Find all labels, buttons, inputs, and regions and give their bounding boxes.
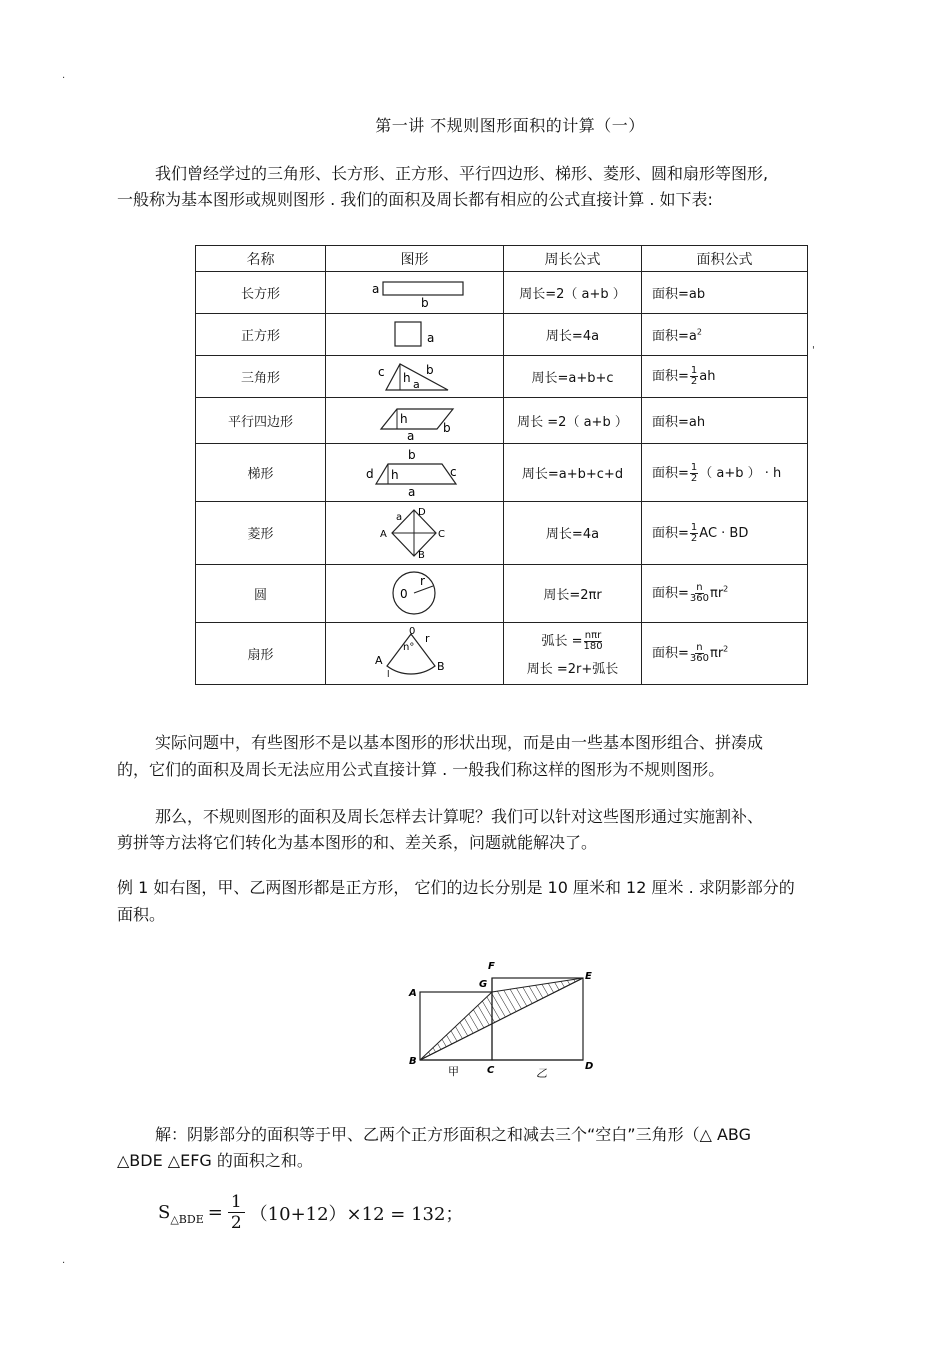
label-A: A — [374, 654, 383, 668]
label-o: 0 — [408, 626, 415, 638]
label-h: h — [399, 411, 408, 426]
triangle-figure — [370, 358, 460, 394]
label-b: b — [407, 447, 416, 462]
area-formula — [642, 564, 808, 622]
solution-line-1: 解：阴影部分的面积等于甲、乙两个正方形面积之和减去三个“空白”三角形（△ ABG — [155, 1125, 752, 1144]
area-exponent: 2 — [723, 644, 729, 654]
label-c: c — [449, 464, 457, 479]
fraction — [690, 463, 698, 484]
label-a: a — [426, 331, 434, 346]
label-h: h — [402, 371, 411, 386]
fraction-den: 360 — [689, 653, 709, 665]
label-D: D — [585, 1061, 594, 1072]
label-C: C — [487, 1065, 495, 1076]
area-formula — [642, 355, 808, 397]
area-text: 面积= — [652, 465, 689, 481]
area-formula: 面积=ah — [642, 397, 808, 444]
rhombus-figure — [370, 506, 460, 560]
area-suffix: （ a+b ） · h — [699, 465, 782, 481]
fraction-num: n — [696, 582, 703, 594]
figure-cell — [326, 502, 504, 564]
table-mark: ' — [812, 345, 815, 356]
label-a: a — [407, 484, 415, 498]
perimeter-formula — [504, 622, 642, 684]
example-line-1: 例 1 如右图，甲、乙两图形都是正方形， 它们的边长分别是 10 厘米和 12 厘米 . 求阴影部分的 — [117, 878, 795, 897]
square-figure — [375, 316, 455, 352]
shape-name: 圆 — [196, 564, 326, 622]
rectangle-figure — [355, 274, 475, 310]
label-A: A — [409, 988, 417, 999]
table-row — [196, 444, 808, 502]
page-title: 第一讲 不规则图形面积的计算（一） — [375, 116, 645, 135]
label-A: A — [379, 528, 387, 540]
fraction-num: nπr — [584, 629, 602, 641]
label-d: d — [365, 466, 374, 481]
label-b: b — [420, 296, 429, 311]
label-b: b — [442, 420, 451, 435]
header-name: 名称 — [196, 246, 326, 272]
shape-name: 正方形 — [196, 313, 326, 355]
shape-name: 长方形 — [196, 272, 326, 314]
fraction-num: 1 — [690, 365, 698, 377]
figure-cell — [326, 622, 504, 684]
intro-line-1: 我们曾经学过的三角形、长方形、正方形、平行四边形、梯形、菱形、圆和扇形等图形, — [155, 164, 769, 183]
area-formula: 面积=ab — [642, 272, 808, 314]
fraction-den: 360 — [689, 593, 709, 605]
area-equation — [158, 1192, 463, 1233]
formula-table — [195, 245, 808, 685]
figure-cell — [326, 564, 504, 622]
label-G: G — [479, 979, 488, 990]
label-E: E — [585, 971, 592, 982]
fraction-num: 1 — [690, 461, 698, 473]
eq-subscript: △BDE — [170, 1213, 204, 1226]
fraction — [690, 366, 698, 387]
label-h: h — [390, 467, 399, 482]
page-mark-bottom: . — [62, 1255, 66, 1266]
area-formula — [642, 444, 808, 502]
figure-cell — [326, 397, 504, 444]
perimeter-formula: 周长=2πr — [504, 564, 642, 622]
fraction-den: 2 — [690, 532, 698, 544]
area-exponent: 2 — [696, 327, 702, 337]
header-perimeter: 周长公式 — [504, 246, 642, 272]
eq-s: S — [158, 1202, 171, 1223]
perimeter-formula: 周长=4a — [504, 502, 642, 564]
table-row — [196, 397, 808, 444]
figure-cell — [326, 272, 504, 314]
area-suffix: πr — [710, 646, 724, 662]
label-jia: 甲 — [448, 1065, 459, 1078]
parallelogram-figure — [365, 401, 465, 441]
area-formula — [642, 313, 808, 355]
eq-rest: （10+12）×12 = 132； — [249, 1203, 464, 1225]
area-text: 面积= — [652, 586, 689, 602]
label-a: a — [406, 428, 414, 441]
eq-fraction — [228, 1192, 245, 1233]
shape-name: 平行四边形 — [196, 397, 326, 444]
fraction — [690, 523, 698, 544]
table-row — [196, 622, 808, 684]
perimeter-formula: 周长=a+b+c+d — [504, 444, 642, 502]
para3-line-1: 那么，不规则图形的面积及周长怎样去计算呢？我们可以针对这些图形通过实施割补、 — [155, 807, 764, 826]
table-row — [196, 355, 808, 397]
perimeter-formula: 周长=2（ a+b ） — [504, 272, 642, 314]
fraction-den: 2 — [690, 376, 698, 388]
area-suffix: ah — [699, 369, 716, 385]
example-line-2: 面积。 — [117, 905, 166, 924]
trapezoid-figure — [360, 448, 470, 498]
figure-cell — [326, 444, 504, 502]
area-formula — [642, 502, 808, 564]
area-text: 面积=a — [652, 328, 697, 344]
shape-name: 梯形 — [196, 444, 326, 502]
header-area: 面积公式 — [642, 246, 808, 272]
table-row — [196, 564, 808, 622]
perimeter-formula: 周长=a+b+c — [504, 355, 642, 397]
area-formula — [642, 622, 808, 684]
label-r: r — [424, 632, 430, 646]
label-o: 0 — [399, 587, 408, 602]
figure-cell — [326, 355, 504, 397]
circle-figure — [380, 568, 450, 618]
area-text: 面积= — [652, 646, 689, 662]
label-B: B — [436, 660, 445, 674]
area-text: 面积= — [652, 525, 689, 541]
label-n: n° — [402, 642, 414, 654]
intro-line-2: 一般称为基本图形或规则图形 . 我们的面积及周长都有相应的公式直接计算 . 如下表: — [117, 190, 713, 209]
area-text: 面积= — [652, 369, 689, 385]
table-row — [196, 502, 808, 564]
label-c: c — [377, 365, 385, 380]
label-a: a — [395, 511, 402, 523]
para3-line-2: 剪拼等方法将它们转化为基本图形的和、差关系，问题就能解决了。 — [117, 833, 598, 852]
eq-fraction-den: 2 — [230, 1213, 242, 1233]
perimeter-formula: 周长 =2（ a+b ） — [504, 397, 642, 444]
fraction-den: 180 — [583, 640, 603, 652]
label-D: D — [417, 506, 426, 518]
label-B: B — [409, 1056, 417, 1067]
sector-perimeter-text: 周长 =2r+弧长 — [526, 661, 619, 677]
perimeter-formula: 周长=4a — [504, 313, 642, 355]
area-suffix: πr — [710, 586, 724, 602]
table-header-row — [196, 246, 808, 272]
arc-text: 弧长 = — [541, 633, 583, 649]
label-C: C — [437, 528, 445, 540]
page-mark-top: . — [62, 70, 66, 81]
fraction — [690, 643, 709, 664]
area-exponent: 2 — [723, 584, 729, 594]
table-row — [196, 272, 808, 314]
solution-line-2: △BDE △EFG 的面积之和。 — [117, 1151, 313, 1170]
figure-cell — [326, 313, 504, 355]
shape-name: 三角形 — [196, 355, 326, 397]
label-a: a — [412, 378, 420, 392]
label-B: B — [417, 549, 425, 560]
para2-line-1: 实际问题中，有些图形不是以基本图形的形状出现，而是由一些基本图形组合、拼凑成 — [155, 733, 764, 752]
fraction-den: 2 — [690, 472, 698, 484]
fraction-num: n — [696, 642, 703, 654]
label-l: l — [386, 670, 390, 681]
fraction — [583, 631, 602, 652]
fraction-num: 1 — [690, 521, 698, 533]
para2-line-2: 的，它们的面积及周长无法应用公式直接计算 . 一般我们称这样的图形为不规则图形。 — [117, 760, 725, 779]
label-r: r — [419, 574, 425, 589]
sector-figure — [365, 626, 465, 680]
area-suffix: AC · BD — [699, 525, 749, 541]
example-figure — [400, 955, 600, 1085]
shape-name: 菱形 — [196, 502, 326, 564]
label-b: b — [425, 363, 434, 378]
fraction — [690, 583, 709, 604]
label-a: a — [371, 282, 379, 297]
eq-equals: = — [207, 1202, 223, 1223]
header-figure: 图形 — [326, 246, 504, 272]
shape-name: 扇形 — [196, 622, 326, 684]
label-yi: 乙 — [536, 1067, 547, 1080]
table-row — [196, 313, 808, 355]
arc-length-formula — [504, 630, 641, 652]
label-F: F — [488, 961, 495, 972]
eq-fraction-num: 1 — [228, 1192, 245, 1213]
